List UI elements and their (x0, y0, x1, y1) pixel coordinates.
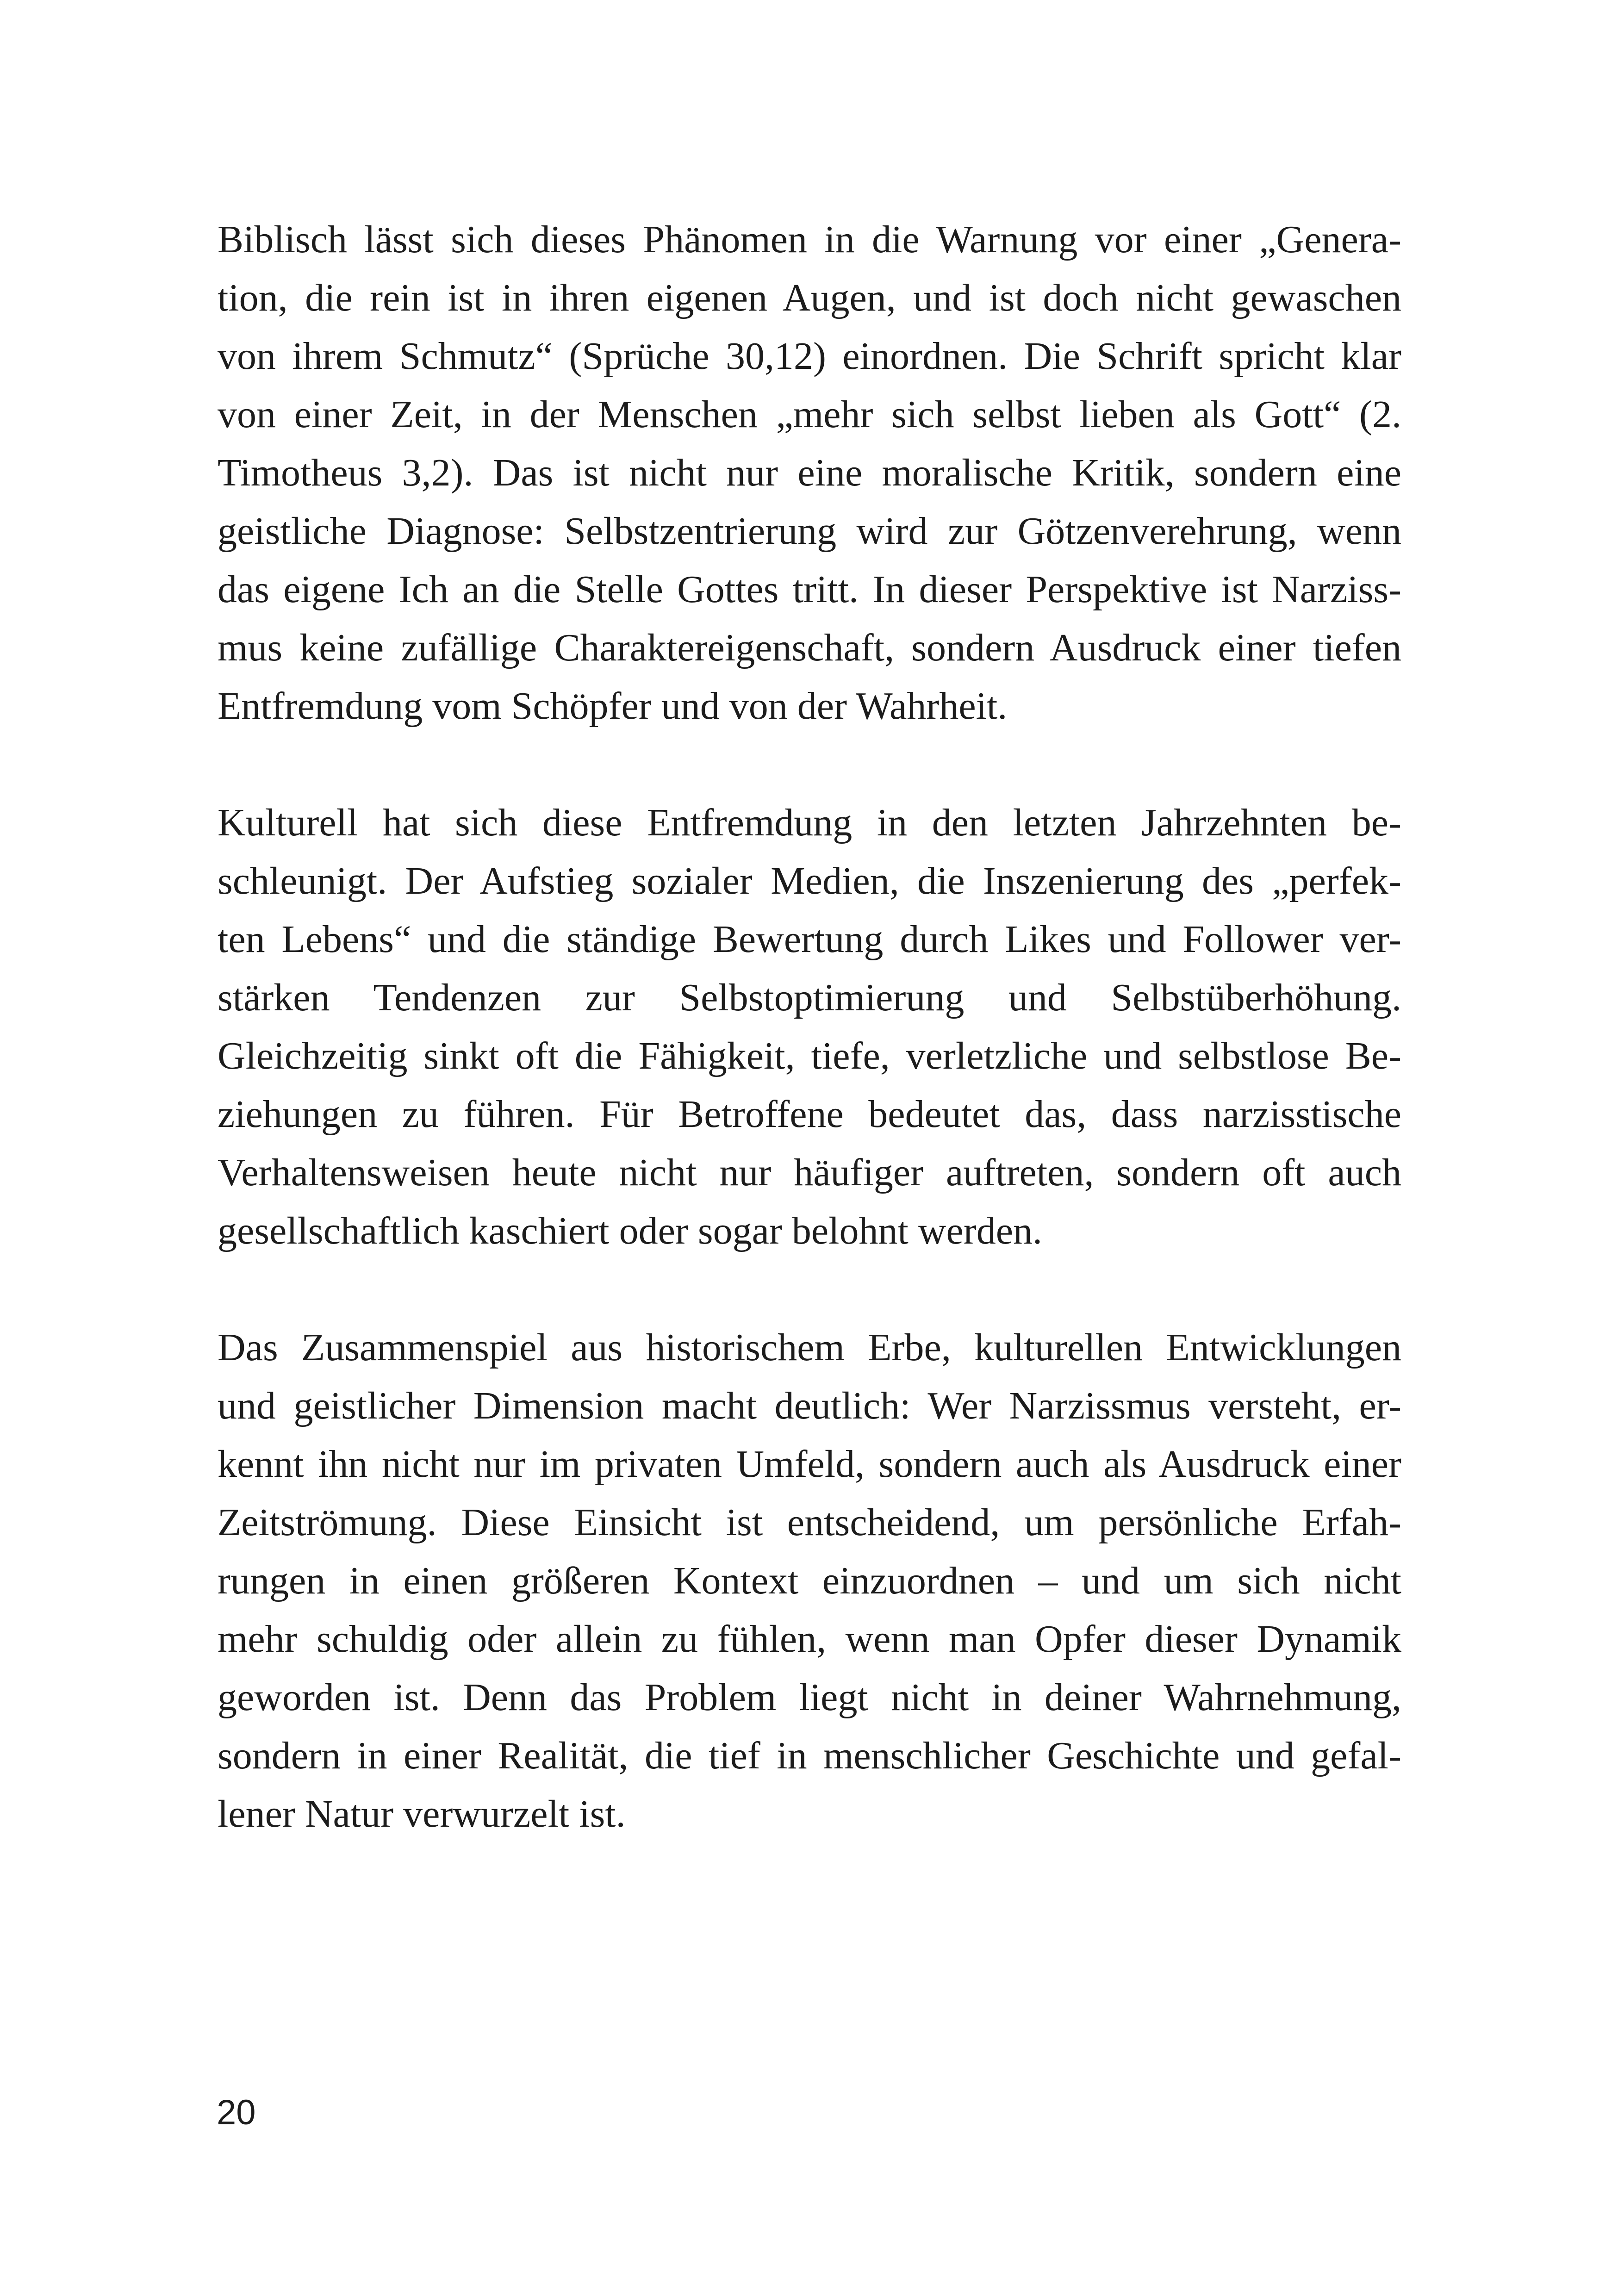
paragraph-3 (218, 1319, 1401, 1843)
text-line: Kulturell hat sich diese Entfremdung in den letzten Jahrzehnten be- (218, 801, 1401, 844)
text-line: Entfremdung vom Schöpfer und von der Wahrheit. (218, 684, 1008, 728)
text-line: sondern in einer Realität, die tief in menschlicher Geschichte und gefal- (218, 1734, 1401, 1777)
text-line: Das Zusammenspiel aus historischem Erbe, kulturellen Entwicklungen (218, 1326, 1401, 1369)
text-line: rungen in einen größeren Kontext einzuordnen – und um sich nicht (218, 1559, 1401, 1602)
text-line: und geistlicher Dimension macht deutlich: Wer Narzissmus versteht, er- (218, 1384, 1401, 1427)
text-line: Gleichzeitig sinkt oft die Fähigkeit, tiefe, verletzliche und selbstlose Be- (218, 1034, 1401, 1077)
text-line: von ihrem Schmutz“ (Sprüche 30,12) einordnen. Die Schrift spricht klar (218, 335, 1401, 378)
text-line: Verhaltensweisen heute nicht nur häufiger auftreten, sondern oft auch (218, 1151, 1401, 1194)
text-line: Biblisch lässt sich dieses Phänomen in die Warnung vor einer „Genera- (218, 218, 1401, 261)
text-line: Zeitströmung. Diese Einsicht ist entscheidend, um persönliche Erfah- (218, 1501, 1401, 1544)
text-line: das eigene Ich an die Stelle Gottes tritt. In dieser Perspektive ist Narziss- (218, 568, 1401, 611)
body-text (218, 211, 1401, 1843)
text-line: stärken Tendenzen zur Selbstoptimierung und Selbstüberhöhung. (218, 976, 1401, 1019)
text-line: geworden ist. Denn das Problem liegt nicht in deiner Wahrnehmung, (218, 1676, 1401, 1719)
page-number: 20 (217, 2093, 256, 2132)
text-line: ziehungen zu führen. Für Betroffene bedeutet das, dass narzisstische (218, 1093, 1401, 1136)
text-line: Timotheus 3,2). Das ist nicht nur eine moralische Kritik, sondern eine (218, 451, 1401, 494)
text-line: tion, die rein ist in ihren eigenen Augen, und ist doch nicht gewaschen (218, 276, 1401, 319)
text-line: ten Lebens“ und die ständige Bewertung durch Likes und Follower ver- (218, 918, 1401, 961)
text-line: gesellschaftlich kaschiert oder sogar belohnt werden. (218, 1209, 1043, 1252)
text-line: mehr schuldig oder allein zu fühlen, wenn man Opfer dieser Dynamik (218, 1618, 1401, 1661)
text-line: kennt ihn nicht nur im privaten Umfeld, sondern auch als Ausdruck einer (218, 1443, 1401, 1486)
text-line: von einer Zeit, in der Menschen „mehr sich selbst lieben als Gott“ (2. (218, 393, 1401, 436)
text-line: lener Natur verwurzelt ist. (218, 1792, 626, 1836)
paragraph-1 (218, 211, 1401, 735)
text-line: schleunigt. Der Aufstieg sozialer Medien, die Inszenierung des „perfek- (218, 859, 1401, 902)
text-line: geistliche Diagnose: Selbstzentrierung wird zur Götzenverehrung, wenn (218, 510, 1401, 553)
paragraph-2 (218, 794, 1401, 1260)
text-line: mus keine zufällige Charaktereigenschaft, sondern Ausdruck einer tiefen (218, 626, 1401, 669)
